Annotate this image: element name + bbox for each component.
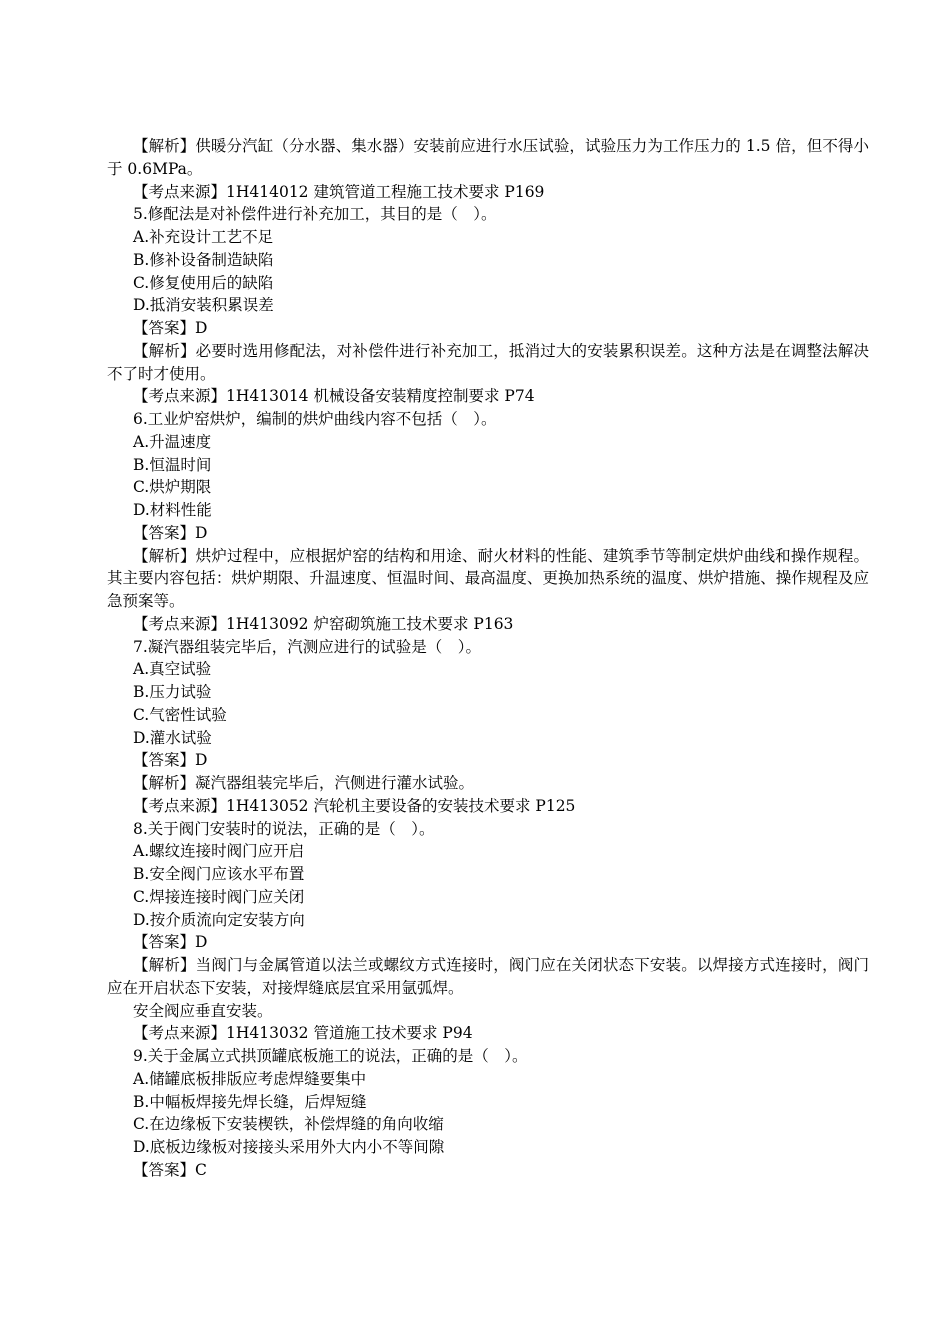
answer-line: 【答案】D bbox=[133, 319, 208, 337]
option-c: C.焊接连接时阀门应关闭 bbox=[133, 887, 305, 906]
option-c: C.在边缘板下安装楔铁，补偿焊缝的角向收缩 bbox=[133, 1115, 444, 1134]
option-d: D.材料性能 bbox=[133, 501, 212, 519]
option-a: A.升温速度 bbox=[133, 432, 212, 451]
analysis-paragraph: 【解析】供暖分汽缸（分水器、集水器）安装前应进行水压试验，试验压力为工作压力的 1.5 倍，但不得小于 0.6MPa。 bbox=[107, 137, 869, 178]
source-line: 【考点来源】1H413092 炉窑砌筑施工技术要求 P163 bbox=[133, 614, 514, 633]
option-d: D.抵消安装积累误差 bbox=[133, 296, 274, 315]
option-b: B.安全阀门应该水平布置 bbox=[133, 865, 305, 883]
option-c: C.气密性试验 bbox=[133, 705, 227, 724]
document-body bbox=[107, 135, 869, 1182]
option-c: C.修复使用后的缺陷 bbox=[133, 273, 274, 292]
analysis-paragraph: 【解析】当阀门与金属管道以法兰或螺纹方式连接时，阀门应在关闭状态下安装。以焊接方式连接时，阀门应在开启状态下安装，对接焊缝底层宜采用氩弧焊。 bbox=[107, 956, 869, 997]
question-5: 5.修配法是对补偿件进行补充加工，其目的是（ ）。 bbox=[133, 205, 497, 224]
analysis-continuation: 安全阀应垂直安装。 bbox=[133, 1001, 273, 1020]
answer-line: 【答案】C bbox=[133, 1160, 207, 1179]
source-line: 【考点来源】1H414012 建筑管道工程施工技术要求 P169 bbox=[133, 182, 545, 201]
option-d: D.按介质流向定安装方向 bbox=[133, 910, 305, 929]
question-9: 9.关于金属立式拱顶罐底板施工的说法，正确的是（ ）。 bbox=[133, 1047, 528, 1065]
question-8: 8.关于阀门安装时的说法，正确的是（ ）。 bbox=[133, 819, 435, 838]
option-a: A.真空试验 bbox=[133, 660, 212, 679]
option-c: C.烘炉期限 bbox=[133, 478, 212, 497]
source-line: 【考点来源】1H413052 汽轮机主要设备的安装技术要求 P125 bbox=[133, 796, 576, 815]
analysis-paragraph: 【解析】必要时选用修配法，对补偿件进行补充加工，抵消过大的安装累积误差。这种方法是在调整法解决不了时才使用。 bbox=[107, 341, 869, 383]
answer-line: 【答案】D bbox=[133, 523, 208, 542]
option-d: D.底板边缘板对接接头采用外大内小不等间隙 bbox=[133, 1138, 445, 1156]
option-a: A.储罐底板排版应考虑焊缝要集中 bbox=[133, 1069, 367, 1088]
option-b: B.中幅板焊接先焊长缝，后焊短缝 bbox=[133, 1092, 367, 1111]
answer-line: 【答案】D bbox=[133, 933, 208, 952]
answer-line: 【答案】D bbox=[133, 751, 208, 770]
option-a: A.补充设计工艺不足 bbox=[133, 228, 274, 246]
question-6: 6.工业炉窑烘炉，编制的烘炉曲线内容不包括（ ）。 bbox=[133, 410, 497, 428]
analysis-line: 【解析】凝汽器组装完毕后，汽侧进行灌水试验。 bbox=[133, 774, 475, 792]
analysis-paragraph: 【解析】烘炉过程中，应根据炉窑的结构和用途、耐火材料的性能、建筑季节等制定烘炉曲线和操作规程。其主要内容包括：烘炉期限、升温速度、恒温时间、最高温度、更换加热系统的温度、烘炉措施、操作规程及应急预案等。 bbox=[107, 546, 869, 610]
question-7: 7.凝汽器组装完毕后，汽测应进行的试验是（ ）。 bbox=[133, 637, 482, 656]
option-b: B.压力试验 bbox=[133, 683, 212, 701]
option-d: D.灌水试验 bbox=[133, 728, 212, 747]
source-line: 【考点来源】1H413032 管道施工技术要求 P94 bbox=[133, 1024, 473, 1043]
option-b: B.修补设备制造缺陷 bbox=[133, 250, 274, 269]
source-line: 【考点来源】1H413014 机械设备安装精度控制要求 P74 bbox=[133, 387, 535, 406]
option-b: B.恒温时间 bbox=[133, 455, 212, 474]
option-a: A.螺纹连接时阀门应开启 bbox=[133, 842, 305, 861]
